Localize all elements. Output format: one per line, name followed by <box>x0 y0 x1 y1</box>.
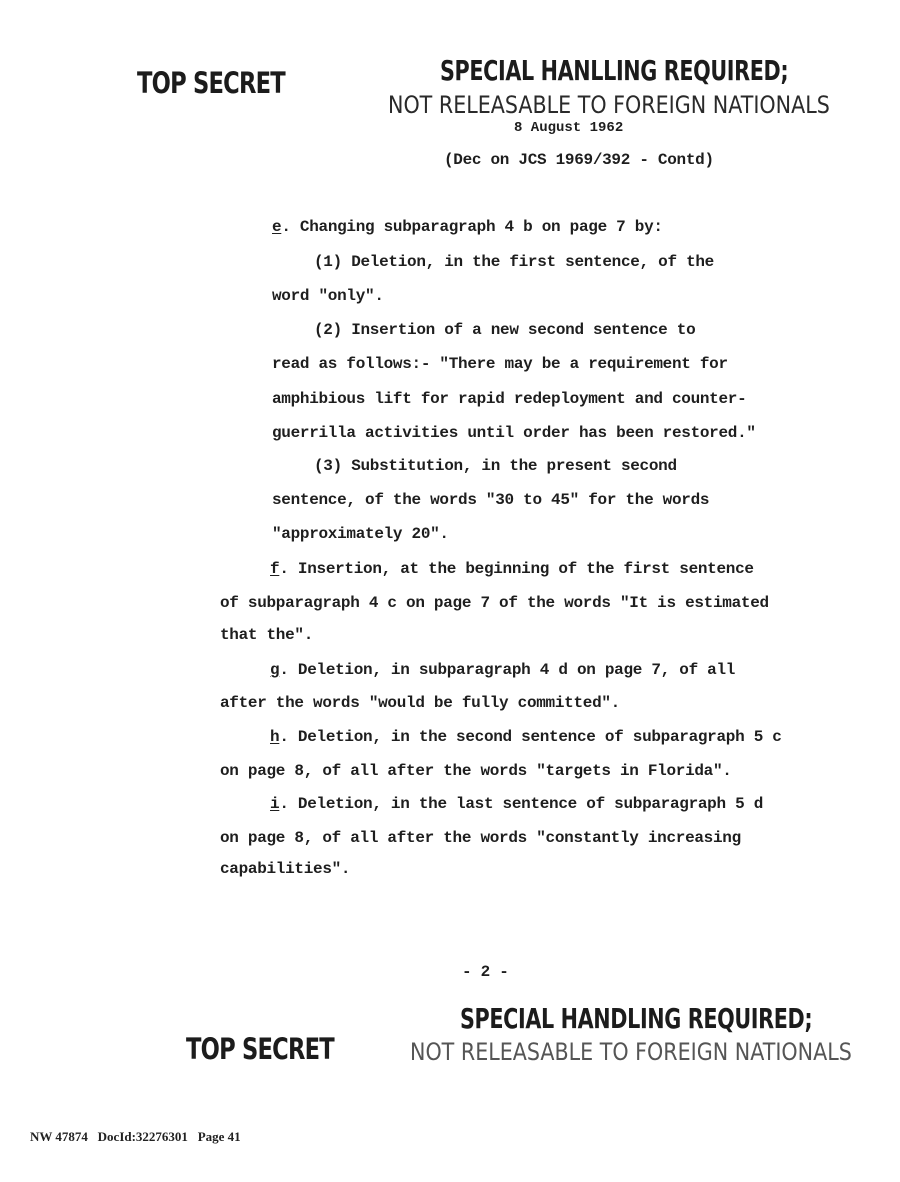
item-e-sub2-line3: amphibious lift for rapid redeployment and counter- <box>272 390 747 408</box>
footer-page: Page 41 <box>197 1129 241 1144</box>
item-e-sub2-line2: read as follows:- "There may be a requirement for <box>272 355 728 373</box>
item-g-line1: g. Deletion, in subparagraph 4 d on page 7, of all <box>270 661 736 679</box>
item-e-sub1-line2: word "only". <box>272 287 384 305</box>
item-e-sub2-line4: guerrilla activities until order has been restored." <box>272 424 756 442</box>
bottom-top-secret-stamp: TOP SECRET <box>186 1032 334 1066</box>
item-g-letter: g <box>270 661 280 679</box>
item-i-line1: i. Deletion, in the last sentence of subparagraph 5 d <box>270 795 763 813</box>
page-number: - 2 - <box>462 963 509 981</box>
item-f-line3: that the". <box>220 626 314 644</box>
bottom-special-handling-stamp: SPECIAL HANDLING REQUIRED; <box>460 1002 813 1035</box>
item-e-sub3-line2: sentence, of the words "30 to 45" for the words <box>272 491 710 509</box>
bottom-release-restriction-stamp: NOT RELEASABLE TO FOREIGN NATIONALS <box>410 1038 852 1066</box>
item-f-letter: f <box>270 560 280 578</box>
item-f-line2: of subparagraph 4 c on page 7 of the words "It is estimated <box>220 594 769 612</box>
document-date: 8 August 1962 <box>514 120 624 136</box>
item-h-letter: h <box>270 728 280 746</box>
item-e-letter: e <box>272 218 282 236</box>
footer-line <box>30 1129 241 1145</box>
item-i-line3: capabilities". <box>220 860 351 878</box>
special-handling-stamp: SPECIAL HANLLING REQUIRED; <box>440 54 789 87</box>
item-h-line2: on page 8, of all after the words "targets in Florida". <box>220 762 732 780</box>
release-restriction-stamp: NOT RELEASABLE TO FOREIGN NATIONALS <box>388 91 830 119</box>
item-i-line2: on page 8, of all after the words "constantly increasing <box>220 829 741 847</box>
document-reference: (Dec on JCS 1969/392 - Contd) <box>444 151 714 169</box>
item-e-sub2-line1: (2) Insertion of a new second sentence to <box>314 321 696 339</box>
item-h-line1: h. Deletion, in the second sentence of subparagraph 5 c <box>270 728 782 746</box>
item-e-sub1-line1: (1) Deletion, in the first sentence, of the <box>314 253 714 271</box>
item-e-heading: e. Changing subparagraph 4 b on page 7 by: <box>272 218 663 236</box>
item-e-sub3-line1: (3) Substitution, in the present second <box>314 457 677 475</box>
footer-doc-id: DocId:32276301 <box>97 1129 188 1144</box>
top-secret-stamp: TOP SECRET <box>137 66 285 100</box>
item-i-letter: i <box>270 795 280 813</box>
item-f-line1: f. Insertion, at the beginning of the first sentence <box>270 560 754 578</box>
item-g-line2: after the words "would be fully committed". <box>220 694 620 712</box>
footer-record: NW 47874 <box>30 1129 88 1144</box>
item-e-sub3-line3: "approximately 20". <box>272 525 449 543</box>
